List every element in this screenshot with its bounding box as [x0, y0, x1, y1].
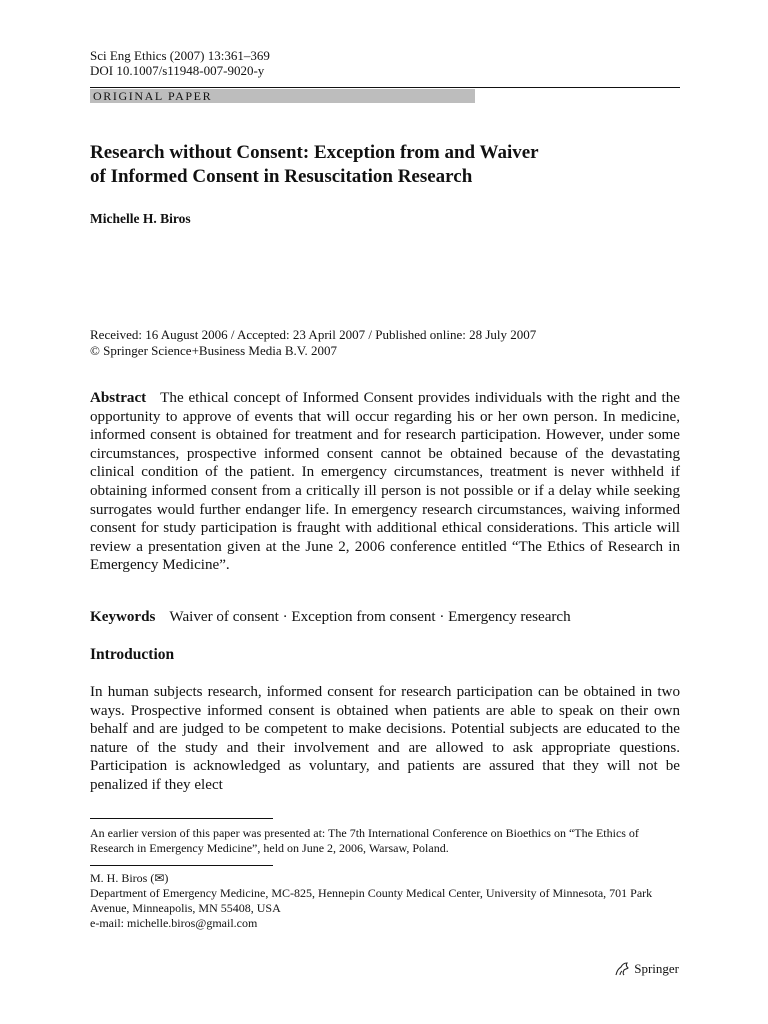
- author-contact: [90, 871, 680, 931]
- footnote-earlier-version: An earlier version of this paper was presented at: The 7th International Conference on Bioethics on “The Ethics of Research in Emergency Medicine”, held on June 2, 2006, Warsaw, Poland.: [90, 826, 639, 855]
- journal-line-1: Sci Eng Ethics (2007) 13:361–369: [90, 48, 270, 63]
- publisher-logo: [614, 961, 679, 977]
- footnote-rule: [90, 818, 273, 819]
- author-email: e-mail: michelle.biros@gmail.com: [90, 916, 258, 930]
- publisher-name: Springer: [634, 961, 679, 976]
- springer-horse-icon: [614, 962, 630, 976]
- paper-type-banner: ORIGINAL PAPER: [90, 89, 475, 103]
- title-line-2: of Informed Consent in Resuscitation Research: [90, 166, 473, 187]
- abstract: [90, 389, 680, 575]
- keywords-text: Waiver of consent · Exception from consent · Emergency research: [169, 609, 571, 625]
- journal-citation: [90, 48, 270, 78]
- author-affiliation: Department of Emergency Medicine, MC-825, Hennepin County Medical Center, University of Minnesota, 701 Park Avenue, Minneapolis, MN 55408, USA: [90, 886, 653, 915]
- dates-line: Received: 16 August 2006 / Accepted: 23 April 2007 / Published online: 28 July 2007: [90, 327, 537, 342]
- header-rule: [90, 87, 680, 88]
- introduction-paragraph: In human subjects research, informed consent for research participation can be obtained in two ways. Prospective informed consent is obtained when patients are able to speak on their own behalf and are judged to be competent to make decisions. Potential subjects are educated to the nature of the study and their involvement and are allowed to ask appropriate questions. Participation is acknowledged as voluntary, and patients are assured that they will not be penalized if they elect: [90, 684, 680, 793]
- title-line-1: Research without Consent: Exception from and Waiver: [90, 142, 539, 163]
- copyright-line: © Springer Science+Business Media B.V. 2007: [90, 342, 337, 358]
- publication-dates: [90, 327, 536, 358]
- abstract-text: The ethical concept of Informed Consent provides individuals with the right and the opportunity to approve of events that will occur regarding his or her own person. In medicine, informed consent is obtained for treatment and for research participation. However, under some circumstances, prospective informed consent cannot be obtained because of the devastating clinical condition of the patient. In emergency circumstances, treatment is never withheld if obtaining informed consent from a critically ill person is not possible or if a delay while seeking surrogates would further endanger life. In emergency research circumstances, waiving informed consent for study participation is fraught with additional ethical considerations. This article will review a presentation given at the June 2, 2006 conference entitled “The Ethics of Research in Emergency Medicine”.: [90, 390, 680, 574]
- abstract-label: Abstract: [90, 390, 147, 406]
- author-name: Michelle H. Biros: [90, 211, 191, 226]
- contact-author-name: M. H. Biros (✉): [90, 871, 169, 885]
- section-heading-introduction: Introduction: [90, 646, 175, 663]
- paper-title: [90, 141, 680, 189]
- keywords-label: Keywords: [90, 609, 156, 625]
- author-footnote-rule: [90, 865, 273, 866]
- doi-line: DOI 10.1007/s11948-007-9020-y: [90, 63, 265, 78]
- keywords: [90, 608, 680, 627]
